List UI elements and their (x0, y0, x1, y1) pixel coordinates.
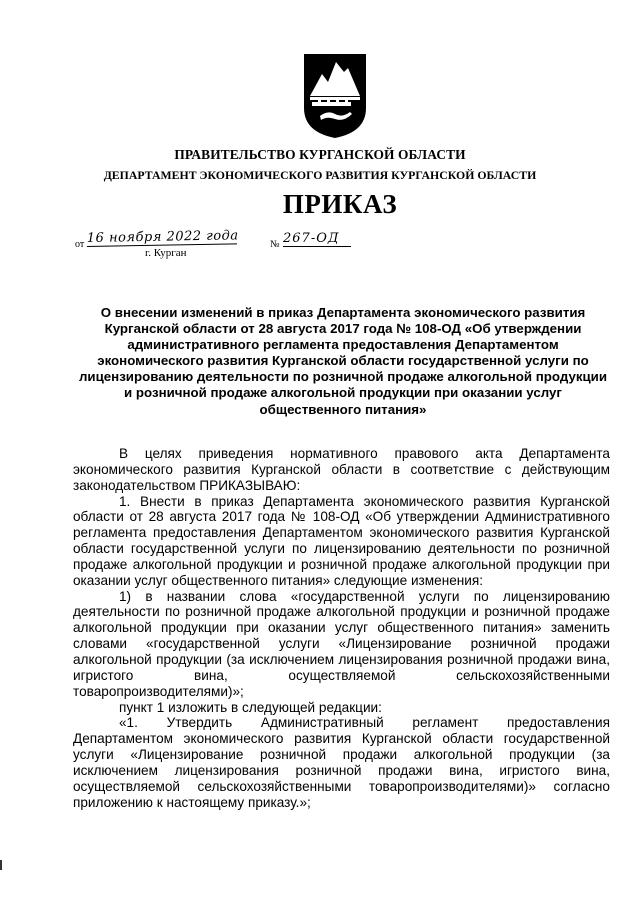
date-prefix: от (75, 239, 85, 250)
subitem-1-paragraph: 1) в названии слова «государственной услуги по лицензированию деятельности по розничной продаже алкогольной продукции и розничной продаже алкогольной продукции при оказании услуг общественного питания» заменить словами «государственной услуги «Лицензирование розничной продажи алкогольной продукции (за исключением лицензирования розничной продажи вина, игристого вина, осуществляемой сельскохозяйственными товаропроизводителями)»; (73, 588, 610, 699)
preamble-paragraph: В целях приведения нормативного правового акта Департамента экономического развития Курганской области в соответствие с действующим законодательством ПРИКАЗЫВАЮ: (73, 446, 610, 493)
subitem-2-paragraph: пункт 1 изложить в следующей редакции: (119, 699, 382, 715)
department-name: ДЕПАРТАМЕНТ ЭКОНОМИЧЕСКОГО РАЗВИТИЯ КУРГАНСКОЙ ОБЛАСТИ (103, 168, 537, 182)
city-label: г. Курган (145, 247, 187, 259)
number-sign: № (270, 239, 280, 250)
organization-name: ПРАВИТЕЛЬСТВО КУРГАНСКОЙ ОБЛАСТИ (174, 147, 466, 162)
date-number-line (75, 230, 415, 260)
coat-of-arms-icon (300, 50, 370, 140)
item-1-paragraph: 1. Внести в приказ Департамента экономического развития Курганской области от 28 августа 2017 года № 108-ОД «Об утверждении Административного регламента предоставления Департаментом экономического развития Курганской области государственной услуги по лицензированию деятельности по розничной продаже алкогольной продукции и розничной продаже алкогольной продукции при оказании услуг общественного питания» следующие изменения: (73, 493, 610, 588)
scan-edge-mark (0, 860, 2, 870)
document-type-title: ПРИКАЗ (282, 189, 398, 219)
handwritten-number: 267-ОД (283, 231, 351, 247)
order-heading: О внесении изменений в приказ Департамента экономического развития Курганской области от 28 августа 2017 года № 108-ОД «Об утверждении административного регламента предоставления Департаментом экономического развития Курганской области государственной услуги по лицензированию деятельности по розничной продаже алкогольной продукции и розничной продаже алкогольной продукции при оказании услуг общественного питания» (78, 305, 608, 417)
order-body (73, 446, 610, 810)
new-wording-paragraph: «1. Утвердить Административный регламент предоставления Департаментом экономического развития Курганской области государственной услуги «Лицензирование розничной продажи алкогольной продукции (за исключением лицензирования розничной продажи вина, игристого вина, осуществляемой сельскохозяйственными товаропроизводителями)» согласно приложению к настоящему приказу.»; (73, 715, 610, 810)
handwritten-date: 16 ноября 2022 года (86, 228, 239, 247)
